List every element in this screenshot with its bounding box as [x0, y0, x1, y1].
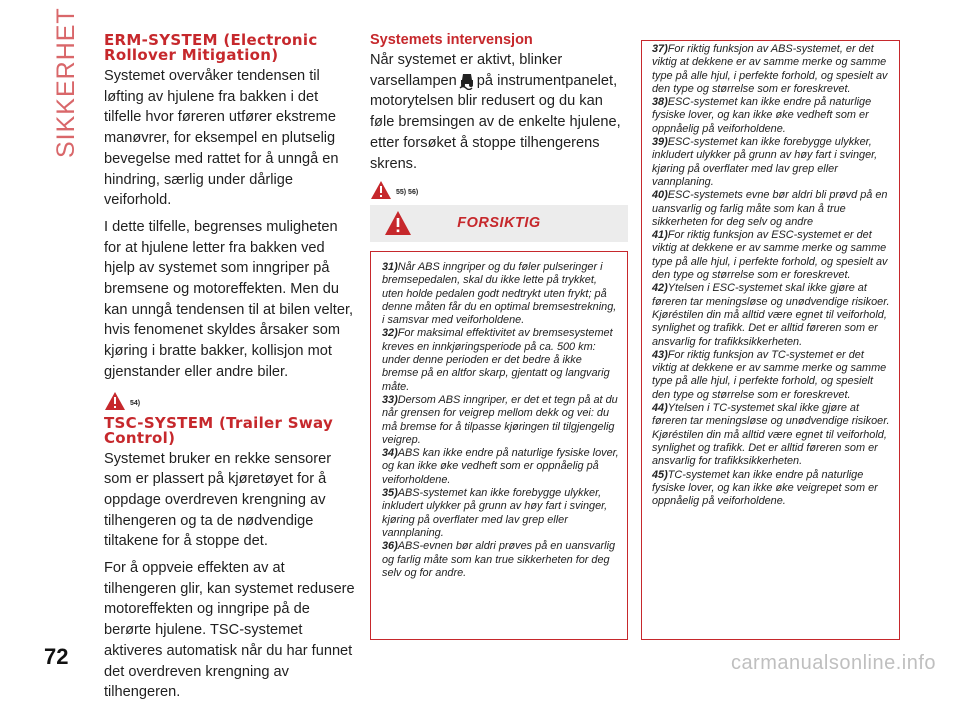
note-text: ABS kan ikke endre på naturlige fysiske lover, og kan ikke øke vedheft som er oppnåelig på veiforholdene.: [382, 447, 619, 486]
intervention-text-before: Når systemet er aktivt, blinker varsellampen: [370, 52, 563, 89]
tsc-paragraph-2: For å oppveie effekten av at tilhengeren glir, kan systemet redusere motoreffekten og inngripe på de berørte hjulene. TSC-systemet aktiveres automatisk når du har funnet det overdreven krengning av tilhengeren.: [104, 560, 355, 701]
warning-reference-2: [370, 180, 628, 200]
erm-paragraph-2: I dette tilfelle, begrenses muligheten for at hjulene letter fra bakken ved hjelp av systemet som inngriper på bremsene og motoreffekten. Men du kan unngå tendensen til at bilen velter, hvis fenomenet skyldes årsaker som kjøring i bratte bakker, kollisjon mot gjenstander eller andre biler.: [104, 218, 354, 380]
note-number: 34): [382, 447, 398, 460]
intervention-heading: Systemets intervensjon: [370, 32, 533, 48]
note-number: 31): [382, 261, 398, 273]
warning-reference: [104, 391, 356, 411]
note-text: ABS-evnen bør aldri prøves på en uansvarlig og farlig måte som kan true sikkerheten for deg selv og for andre.: [382, 540, 616, 579]
note-item: [382, 447, 619, 487]
section-side-tab: [52, 7, 82, 158]
note-text: Ytelsen i ESC-systemet skal ikke gjøre at føreren tar meningsløse og unødvendige risikoer. Kjøréstilen din må alltid være egnet til veiforhold, synlighet og trafikk. Det er alltid føreren som er ansvarlig for trafikksikkerheten.: [652, 282, 890, 348]
watermark: carmanualsonline.info: [730, 652, 936, 674]
column-left: [104, 33, 356, 703]
note-number: 39): [652, 136, 668, 149]
note-text: ESC-systemets evne bør aldri bli prøvd på en uansvarlig og farlig måte som kan å true sikkerheten for deg selv og andre: [652, 189, 888, 228]
note-item: [652, 229, 891, 282]
note-item: [652, 469, 891, 509]
note-item: [652, 43, 891, 96]
note-item: [382, 540, 619, 580]
tsc-paragraph-1: Systemet bruker en rekke sensorer som er plassert på kjøretøyet for å oppdage overdreven krengning av tilhengeren og ta de nødvendige tiltakene for å stoppe det.: [104, 450, 332, 550]
note-item: [382, 261, 619, 327]
note-item: [652, 282, 891, 348]
erm-paragraph-1: Systemet overvåker tendensen til løfting av hjulene fra bakken i det tilfelle hvor føreren utfører ekstreme manøvrer, for eksempel en plutselig bevegelse med rattet for å unngå en hindring, særlig under dårlige veiforhold.: [104, 68, 339, 209]
note-number: 42): [652, 282, 668, 295]
note-item: [382, 487, 619, 540]
note-number: 35): [382, 487, 398, 500]
warning-ref-number: 54): [130, 399, 141, 407]
warning-triangle-icon: [104, 391, 126, 411]
notes-box-right: [641, 40, 900, 640]
note-number: 38): [652, 96, 668, 109]
intervention-text-after: på instrumentpanelet, motorytelsen blir redusert og du kan føle bremsingen av de enkelte hjulene, etter forsøket å stoppe tilhengerens skrens.: [370, 72, 621, 172]
note-text: For riktig funksjon av ABS-systemet, er det viktig at dekkene er av samme merke og samme type på alle hjul, i perfekte forhold, og spesielt av den type og størrelse som er foreskrevet.: [652, 43, 888, 95]
warning-triangle-icon: [370, 180, 392, 200]
tsc-heading: TSC-SYSTEM (Trailer Sway Control): [104, 413, 334, 447]
page-number: 72: [44, 644, 69, 669]
warning-ref-numbers: 55) 56): [396, 189, 419, 197]
note-number: 32): [382, 327, 398, 340]
caution-title: FORSIKTIG: [457, 215, 541, 231]
section-side-tab-label: SIKKERHET: [52, 7, 80, 158]
note-text: For maksimal effektivitet av bremsesystemet kreves en innkjøringsperiode på ca. 500 km: under denne perioden er det bedre å ikke bremse på en altfor skarp, gjentatt og langvarig måte.: [382, 327, 613, 393]
note-text: Dersom ABS inngriper, er det et tegn på at du når grensen for veigrep mellom dekk og vei: du må bremse for å tilpasse kjøringen til tilgjengelig veigrep.: [382, 393, 618, 446]
note-number: 33): [382, 393, 398, 406]
note-text: ESC-systemet kan ikke forebygge ulykker, inkludert ulykker på grunn av høy fart i svinger, kjøring på overflater med lav grep eller vannplaning.: [652, 136, 878, 188]
note-number: 37): [652, 43, 668, 55]
note-number: 44): [652, 402, 668, 415]
note-text: TC-systemet kan ikke endre på naturlige fysiske lover, og kan ikke øke veigrepet som er oppnåelig på veiforholdene.: [652, 468, 878, 508]
note-item: [652, 349, 891, 402]
note-text: For riktig funksjon av ESC-systemet er det viktig at dekkene er av samme merke og samme type på alle hjul, i perfekte forhold, og spesielt av den type og størrelse som er foreskrevet.: [652, 229, 888, 282]
caution-banner: [370, 205, 628, 242]
note-number: 36): [382, 540, 398, 553]
note-number: 45): [652, 468, 668, 481]
erm-heading: ERM-SYSTEM (Electronic Rollover Mitigation): [104, 31, 318, 64]
note-number: 41): [652, 229, 668, 242]
note-text: For riktig funksjon av TC-systemet er det viktig at dekkene er av samme merke og samme type på alle hjul, i perfekte forhold, og spesielt den type og størrelse som er foreskrevet.: [652, 348, 887, 401]
note-text: Ytelsen i TC-systemet skal ikke gjøre at føreren tar meningsløse og unødvendige risikoer. Kjøréstilen din må alltid være egnet til veiforhold, synlighet og trafikk. Det er alltid føreren som er ansvarlig for trafikksikkerheten.: [652, 402, 890, 468]
note-number: 40): [652, 189, 668, 202]
column-middle: [370, 31, 628, 200]
note-item: [652, 136, 891, 189]
note-item: [652, 402, 891, 468]
note-item: [382, 394, 619, 447]
trailer-sway-warning-icon: [457, 72, 477, 90]
note-number: 43): [652, 348, 668, 361]
note-item: [652, 96, 891, 136]
note-text: ABS-systemet kan ikke forebygge ulykker, inkludert ulykker på grunn av høy fart i svinger, kjøring på overflater med lav grep eller vannplaning.: [382, 487, 608, 539]
note-item: [652, 189, 891, 229]
caution-notes-box: [370, 251, 628, 640]
note-item: [382, 327, 619, 393]
intervention-paragraph: [370, 50, 628, 174]
note-text: ESC-systemet kan ikke endre på naturlige fysiske lover, og kan ikke øke vedheft som er oppnåelig på veiforholdene.: [652, 96, 872, 135]
note-text: Når ABS inngriper og du føler pulseringer i bremsepedalen, skal du ikke lette på trykket, uten holde pedalen godt nedtrykt uten frykt; på denne måten får du en optimal bremsestrekning, i samsvar med veiforholdene.: [382, 261, 617, 327]
